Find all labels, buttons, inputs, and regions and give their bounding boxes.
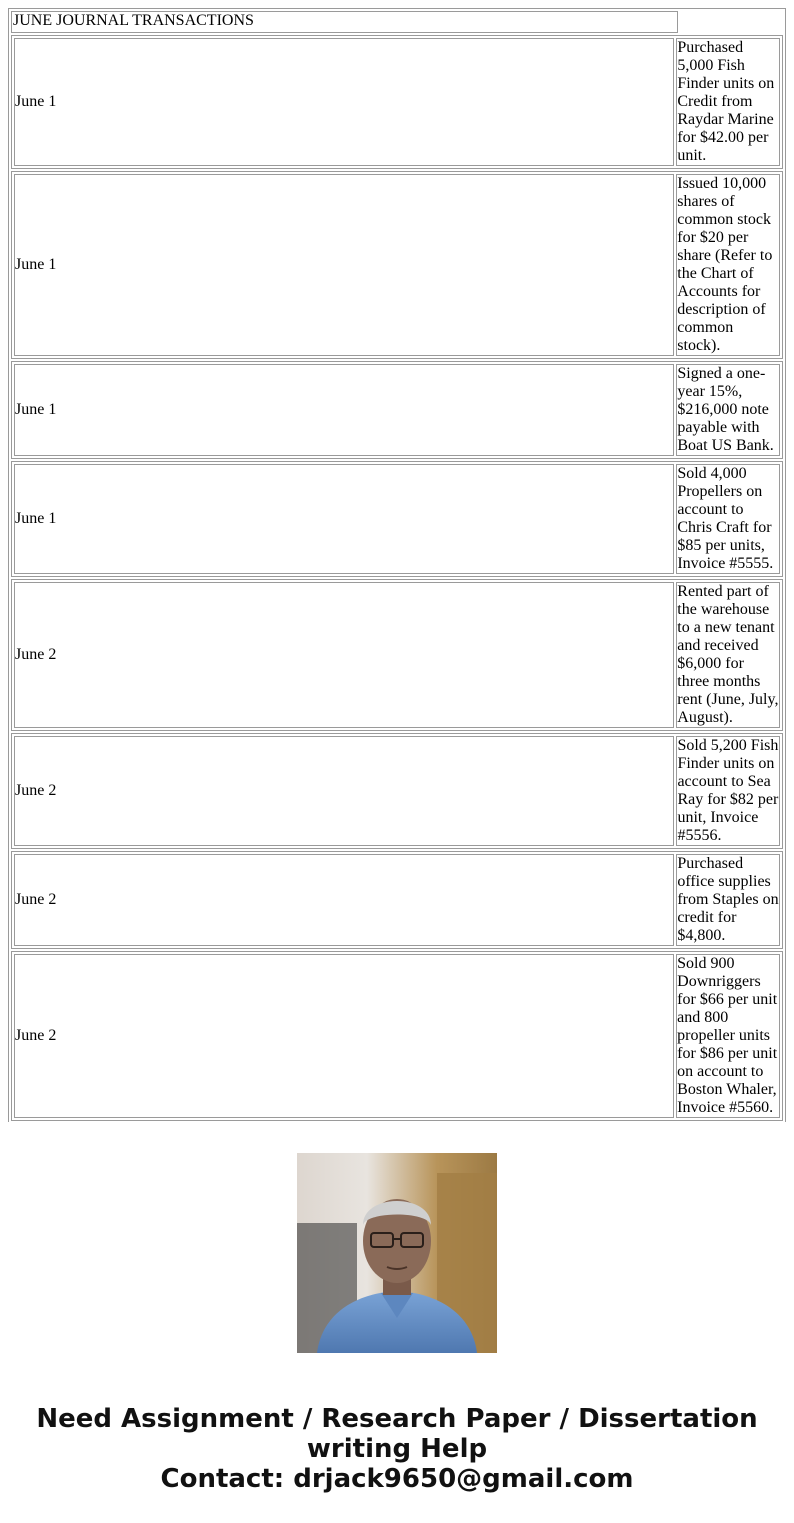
entry-description: Rented part of the warehouse to a new tenant and received $6,000 for three months rent (June, July, August). — [677, 583, 779, 726]
journal-viewport — [8, 8, 786, 1122]
journal-entry-cell — [11, 733, 783, 849]
journal-entry-row — [11, 951, 783, 1121]
promo-text — [0, 1404, 794, 1494]
journal-entry-table — [12, 734, 782, 848]
entry-description: Issued 10,000 shares of common stock for $20 per share (Refer to the Chart of Accounts for description of common stock). — [676, 174, 780, 356]
journal-entry-row — [11, 35, 783, 169]
entry-description: Purchased 5,000 Fish Finder units on Credit from Raydar Marine for $42.00 per unit. — [676, 38, 780, 166]
entry-date: June 2 — [14, 954, 674, 1118]
journal-entry-table — [12, 462, 782, 576]
journal-entry-table — [12, 36, 782, 168]
person-photo-icon — [297, 1153, 497, 1353]
entry-date: June 1 — [14, 364, 674, 456]
journal-entry-row — [11, 851, 783, 949]
journal-entry-row — [11, 361, 783, 459]
journal-entry-row — [11, 579, 783, 731]
journal-entry-table — [12, 362, 782, 458]
entry-date: June 2 — [14, 854, 674, 946]
promo-line-1: Need Assignment / Research Paper / Dissertation — [36, 1404, 758, 1434]
entry-date: June 2 — [14, 736, 674, 846]
entry-description: Signed a one-year 15%, $216,000 note payable with Boat US Bank. — [676, 364, 780, 456]
journal-entry-cell — [11, 951, 783, 1121]
entry-description: Sold 5,200 Fish Finder units on account to Sea Ray for $82 per unit, Invoice #5556. — [677, 737, 779, 844]
journal-entry-cell — [11, 851, 783, 949]
journal-title: JUNE JOURNAL TRANSACTIONS — [11, 11, 678, 33]
entry-date: June 1 — [14, 464, 674, 574]
journal-entry-table — [12, 852, 782, 948]
promo-line-2: writing Help — [306, 1434, 488, 1464]
journal-entry-row — [11, 461, 783, 577]
avatar — [297, 1153, 497, 1353]
journal-entry-cell — [11, 171, 783, 359]
journal-entry-row — [11, 171, 783, 359]
entry-date: June 1 — [14, 174, 674, 356]
entry-date: June 1 — [14, 38, 674, 166]
journal-entry-table — [12, 952, 782, 1120]
entry-description: Sold 4,000 Propellers on account to Chris Craft for $85 per units, Invoice #5555. — [676, 464, 780, 574]
promo-section — [0, 1122, 794, 1523]
journal-entry-cell — [11, 579, 783, 731]
entry-description: Sold 900 Downriggers for $66 per unit and 800 propeller units for $86 per unit on account to Boston Whaler, Invoice #5560. — [676, 954, 780, 1118]
journal-entry-row — [11, 733, 783, 849]
journal-table — [8, 8, 786, 1170]
journal-entry-cell — [11, 461, 783, 577]
promo-contact: Contact: drjack9650@gmail.com — [160, 1464, 634, 1494]
journal-title-row — [11, 11, 783, 33]
journal-entry-table — [12, 172, 782, 358]
title-spacer — [680, 11, 783, 33]
entry-description: Purchased office supplies from Staples on credit for $4,800. — [677, 855, 779, 944]
journal-entry-cell — [11, 35, 783, 169]
journal-entry-cell — [11, 361, 783, 459]
journal-entry-table — [12, 580, 782, 730]
entry-date: June 2 — [14, 582, 674, 728]
